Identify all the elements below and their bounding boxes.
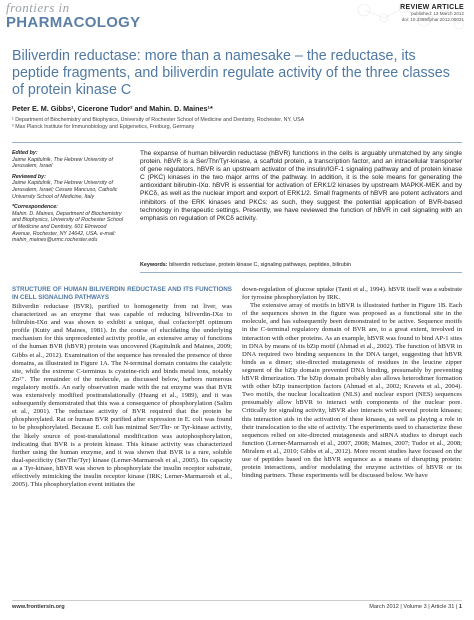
footer-page-number: 1 [458,604,462,610]
keywords-list: biliverdin reductase, protein kinase C, signaling pathways, peptides, bilirubin [169,262,351,268]
body-column-left [12,286,232,489]
body-paragraph: down-regulation of glucose uptake (Tanti et al., 1994). hBVR itself was a substrate for tyrosine phosphorylation by IRK. [242,286,462,302]
doi-link[interactable]: doi: 10.3389/fphar.2012.00031 [401,16,464,22]
article-meta [400,4,464,22]
published-date: published: 13 March 2012 [411,11,464,16]
footer-citation: March 2012 | Volume 3 | Article 31 | 1 [369,604,462,610]
journal-logo-top: frontiers in [6,0,70,15]
sidebar-info [12,150,124,244]
section-heading: STRUCTURE OF HUMAN BILIVERDIN REDUCTASE AND ITS FUNCTIONS IN CELL SIGNALING PATHWAYS [12,286,232,301]
abstract-divider [140,272,462,273]
keywords-label: Keywords: [140,262,168,268]
abstract: The expanse of human biliverdin reductase (hBVR) functions in the cells is arguably unmatched by any single protein. hBVR is a Ser/Thr/Tyr-kinase, a scaffold protein, a transcription factor, and an intracellular transporter of gene regulators. hBVR is an upstream activator of the insulin/IGF-1 signaling pathway and of protein kinase C (PKC) kinases in the two major arms of the pathway. In addition, it is the sole means for generating the antioxidant bilirubin-IXα. hBVR is essential for activation of ERK1/2 kinases by upstream MAPKK-MEK and by PKCδ, as well as the nuclear import and export of ERK1/2. Small fragments of hBVR are potent activators and inhibitors of the ERK kinases and PKCs: as such, they suggest the potential application of BVR-based technology in therapeutic settings. Presently, we have reviewed the function of hBVR in cell signaling with an emphasis on regulation of PKCδ activity. [140,150,462,222]
affiliations [12,117,462,131]
footer-article: Article 31 [430,604,455,610]
reviewed-by-label: Reviewed by: [12,173,46,180]
affiliation-2: ² Max Planck Institute for Immunobiology and Epigenetics, Freiburg, Germany [12,124,195,130]
footer-date: March 2012 [369,604,399,610]
body-paragraph: The extensive array of motifs in hBVR is illustrated further in Figure 1B. Each of the sequences shown in the figure was proposed as a functional site in the molecule, and has subsequently been demonstrated to be active. Sequence motifs in the C-terminal regulatory domain of BVR are, to a great extent, involved in interaction with other proteins. As an example, hBVR was found to bind AP-1 sites in DNA by means of its bZip motif (Ahmad et al., 2002). The function of hBVR in DNA required two binding sequences in the DNA target, suggesting that hBVR binds as a dimer; site-directed mutagenesis of residues in the leucine zipper segment of the bZip domain prevented DNA binding, presumably by preventing hBVR dimerization. The bZip domain probably also allows heterodimer formation with other bZip transcription factors (Ahmad et al., 2002; Kravets et al., 2004). Two motifs, the nuclear localization (NLS) and nuclear export (NES) sequences presumably allow hBVR to interact with components of the nuclear pore. Critically for signaling activity, hBVR also interacts with several protein kinases; this interaction aids in the activation of these kinases, as well as playing a role in their translocation to the site of activity. The experiments used to characterize these sequences relied on site-directed mutagenesis and siRNA studies to disrupt each function (Lerner-Marmarosh et al., 2007, 2008; Maines, 2007; Tudor et al., 2008; Miralem et al., 2010; Gibbs et al., 2012). More recent studies have focused on the use of peptides based on the hBVR sequence as a means of disrupting protein: protein interactions, and/or modulating the enzyme activities of hBVR or its binding partners. These experiments will be discussed below. We have [242,302,462,480]
edited-by-value: Jaime Kapitulnik, The Hebrew University of Jerusalem, Israel [12,156,113,170]
reviewed-by-value: Jaime Kapitulnik, The Hebrew University of Jerusalem, Israel; Cesare Mancuso, Catholic University School of Medicine, Italy [12,180,118,200]
correspondence-label: *Correspondence: [12,204,58,211]
footer-volume: Volume 3 [403,604,427,610]
authors: Peter E. M. Gibbs¹, Cicerone Tudor² and Mahin. D. Maines¹* [12,104,213,113]
article-type: REVIEW ARTICLE [400,4,464,11]
journal-logo[interactable] [6,2,206,36]
body-paragraph: Biliverdin reductase (BVR), purified to homogeneity from rat liver, was characterized as an enzyme that was capable of reducing biliverdin-IXα to bilirubin-IXα and was shown to exhibit a unique, dual cofactor/pH optimum profile (Kutty and Maines, 1981). In the course of elucidating the underlying mechanism for this unprecedented activity profile, an extensive array of functions of the human BVR (hBVR) protein was uncovered (Kapitulnik and Maines, 2009; Gibbs et al., 2012). Examination of the sequence has revealed the presence of three domains, as illustrated in Figure 1A. The N-terminal domain contains the catalytic site, while the extreme C-terminus is cysteine-rich and binds metal ions, notably Zn²⁺. The remainder of the molecule, as discussed below, harbors numerous regulatory motifs. An early observation made with the rat enzyme was that BVR was extensively modified posttranslationally (Huang et al., 1989), and it was subsequently demonstrated that this was a consequence of phosphorylation (Salim et al., 2001). The reductase activity of BVR required that the protein be phosphorylated. Rat or human BVR purified after expression in E. coli was found to be phosphorylated. Because E. coli has minimal Ser/Thr- or Tyr-kinase activity, the likely source of post-translational modification was autophosphorylation, indicating that BVR is a protein kinase. This kinase activity was characterized further using the human enzyme, and it was shown that BVR is a rare, soluble dual-specificity (Ser/Thr/Tyr) kinase (Lerner-Marmarosh et al., 2005). Its capacity as a Tyr-kinase, hBVR was shown to phosphorylate the insulin receptor substrate, effectively mimicking the insulin receptor kinase (IRK; Lerner-Marmarosh et al., 2005). This phosphorylation event initiates the [12,303,232,489]
keywords [140,262,462,268]
correspondence-value[interactable]: Mahin. D. Maines, Department of Biochemistry and Biophysics, University of Rochester School of Medicine and Dentistry, 601 Elmwood Avenue, Rochester, NY 14642, USA. e-mail: mahin_maines@urmc.rochester.edu [12,210,123,244]
header-divider [12,142,462,143]
article-title: Biliverdin reductase: more than a namesake – the reductase, its peptide fragments, and biliverdin regulate activity of the three classes of protein kinase C [12,48,450,98]
footer-website[interactable]: www.frontiersin.org [12,604,65,610]
footer-divider [12,600,462,601]
journal-logo-bottom: PHARMACOLOGY [6,14,141,31]
edited-by-label: Edited by: [12,150,38,156]
affiliation-1: ¹ Department of Biochemistry and Biophysics, University of Rochester School of Medicine and Dentistry, Rochester, NY, USA [12,117,305,123]
body-column-right [242,286,462,480]
page-header [0,0,474,38]
